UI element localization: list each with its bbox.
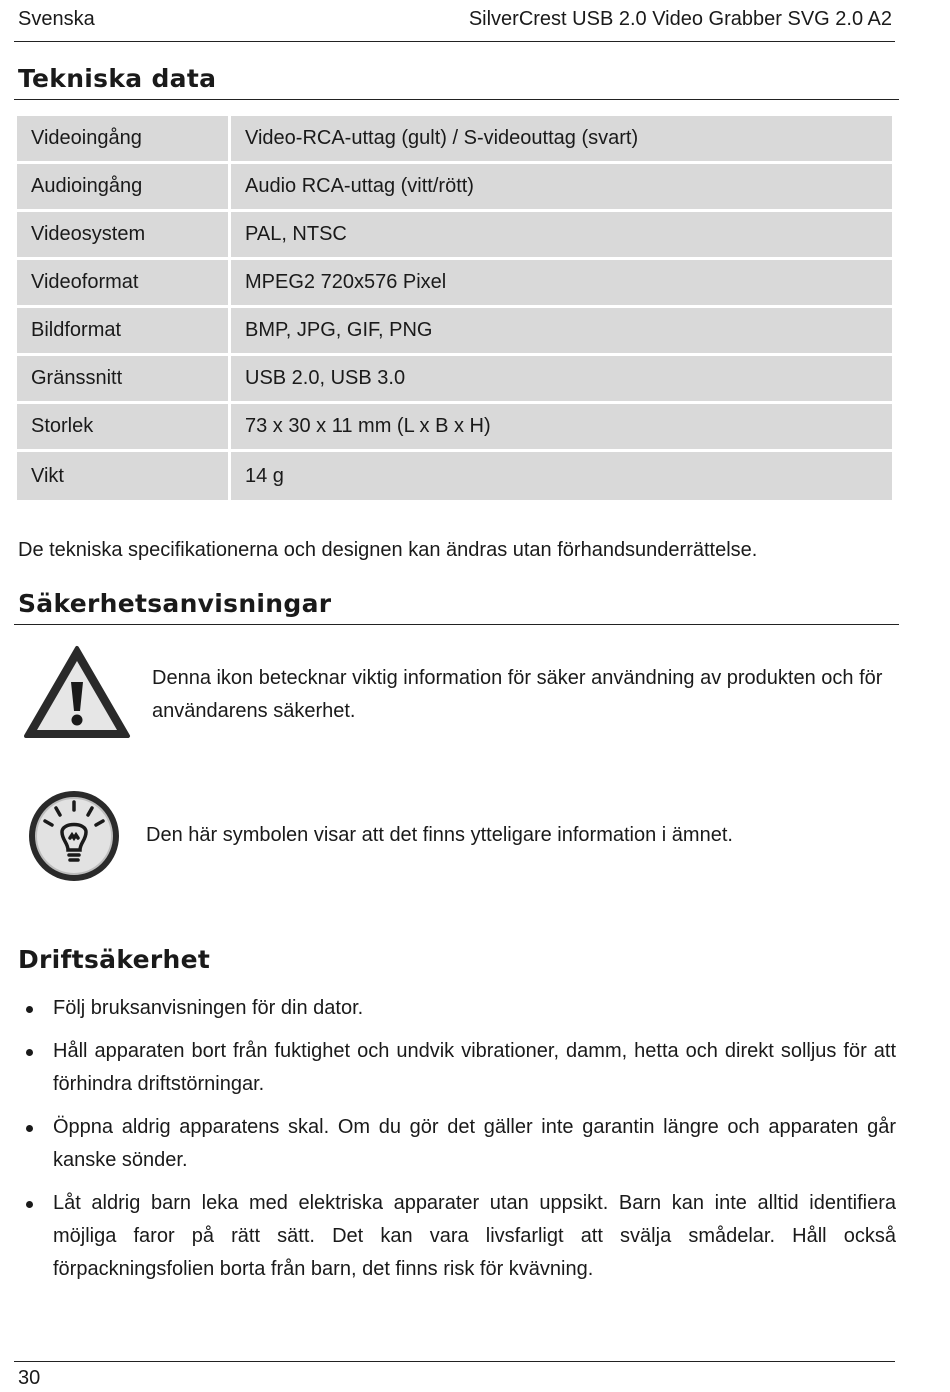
spec-label: Vikt [17,452,231,500]
safety-heading: Säkerhetsanvisningar [18,589,332,618]
spec-label: Storlek [17,404,231,452]
bullet-icon [26,1006,33,1013]
spec-value: Audio RCA-uttag (vitt/rött) [231,164,892,212]
spec-row [17,164,892,212]
list-item-text: Följ bruksanvisningen för din dator. [53,997,364,1019]
bullet-icon [26,1049,33,1056]
spec-label: Gränssnitt [17,356,231,404]
spec-value: 73 x 30 x 11 mm (L x B x H) [231,404,892,452]
spec-label: Videosystem [17,212,231,260]
spec-value: USB 2.0, USB 3.0 [231,356,892,404]
safety-divider [14,624,899,625]
spec-row [17,356,892,404]
spec-disclaimer: De tekniska specifikationerna och designen kan ändras utan förhandsunderrättelse. [18,539,758,561]
warning-icon-description: Denna ikon betecknar viktig information för säker användning av produkten och för användarens säkerhet. [152,667,883,722]
spec-label: Videoingång [17,116,231,164]
bullet-icon [26,1125,33,1132]
spec-row [17,452,892,500]
list-item-text: Håll apparaten bort från fuktighet och undvik vibrationer, damm, hetta och direkt solljus för att förhindra driftstörningar. [53,1040,896,1095]
spec-value: Video-RCA-uttag (gult) / S-videouttag (svart) [231,116,892,164]
tech-data-divider [14,99,899,100]
list-item [22,1111,896,1177]
spec-value: MPEG2 720x576 Pixel [231,260,892,308]
lightbulb-icon [26,788,122,884]
spec-value: 14 g [231,452,892,500]
list-item-text: Låt aldrig barn leka med elektriska apparater utan uppsikt. Barn kan inte alltid identifiera möjliga faror på rätt sätt. Det kan vara livsfarligt att svälja smådelar. Håll också förpackningsfolien borta från barn, det finns risk för kvävning. [53,1192,896,1280]
spec-value: BMP, JPG, GIF, PNG [231,308,892,356]
footer-divider [14,1361,895,1362]
header-product-title: SilverCrest USB 2.0 Video Grabber SVG 2.0 A2 [468,8,892,30]
spec-label: Audioingång [17,164,231,212]
header-language: Svenska [18,8,95,30]
spec-value: PAL, NTSC [231,212,892,260]
spec-table [17,116,892,500]
spec-row [17,308,892,356]
spec-row [17,404,892,452]
list-item [22,1035,896,1101]
spec-row [17,260,892,308]
header-divider [14,41,895,42]
spec-label: Videoformat [17,260,231,308]
page-number: 30 [18,1367,41,1389]
tip-icon-description: Den här symbolen visar att det finns ytteligare information i ämnet. [146,824,733,846]
spec-row [17,212,892,260]
spec-table-body [17,116,892,500]
list-item [22,992,896,1025]
list-item [22,1187,896,1286]
spec-row [17,116,892,164]
bullet-icon [26,1201,33,1208]
operational-safety-heading: Driftsäkerhet [18,945,211,974]
tech-data-heading: Tekniska data [18,64,217,93]
warning-triangle-icon [22,644,132,740]
operational-safety-list [22,992,896,1296]
spec-label: Bildformat [17,308,231,356]
list-item-text: Öppna aldrig apparatens skal. Om du gör det gäller inte garantin längre och apparaten går kanske sönder. [53,1116,896,1171]
